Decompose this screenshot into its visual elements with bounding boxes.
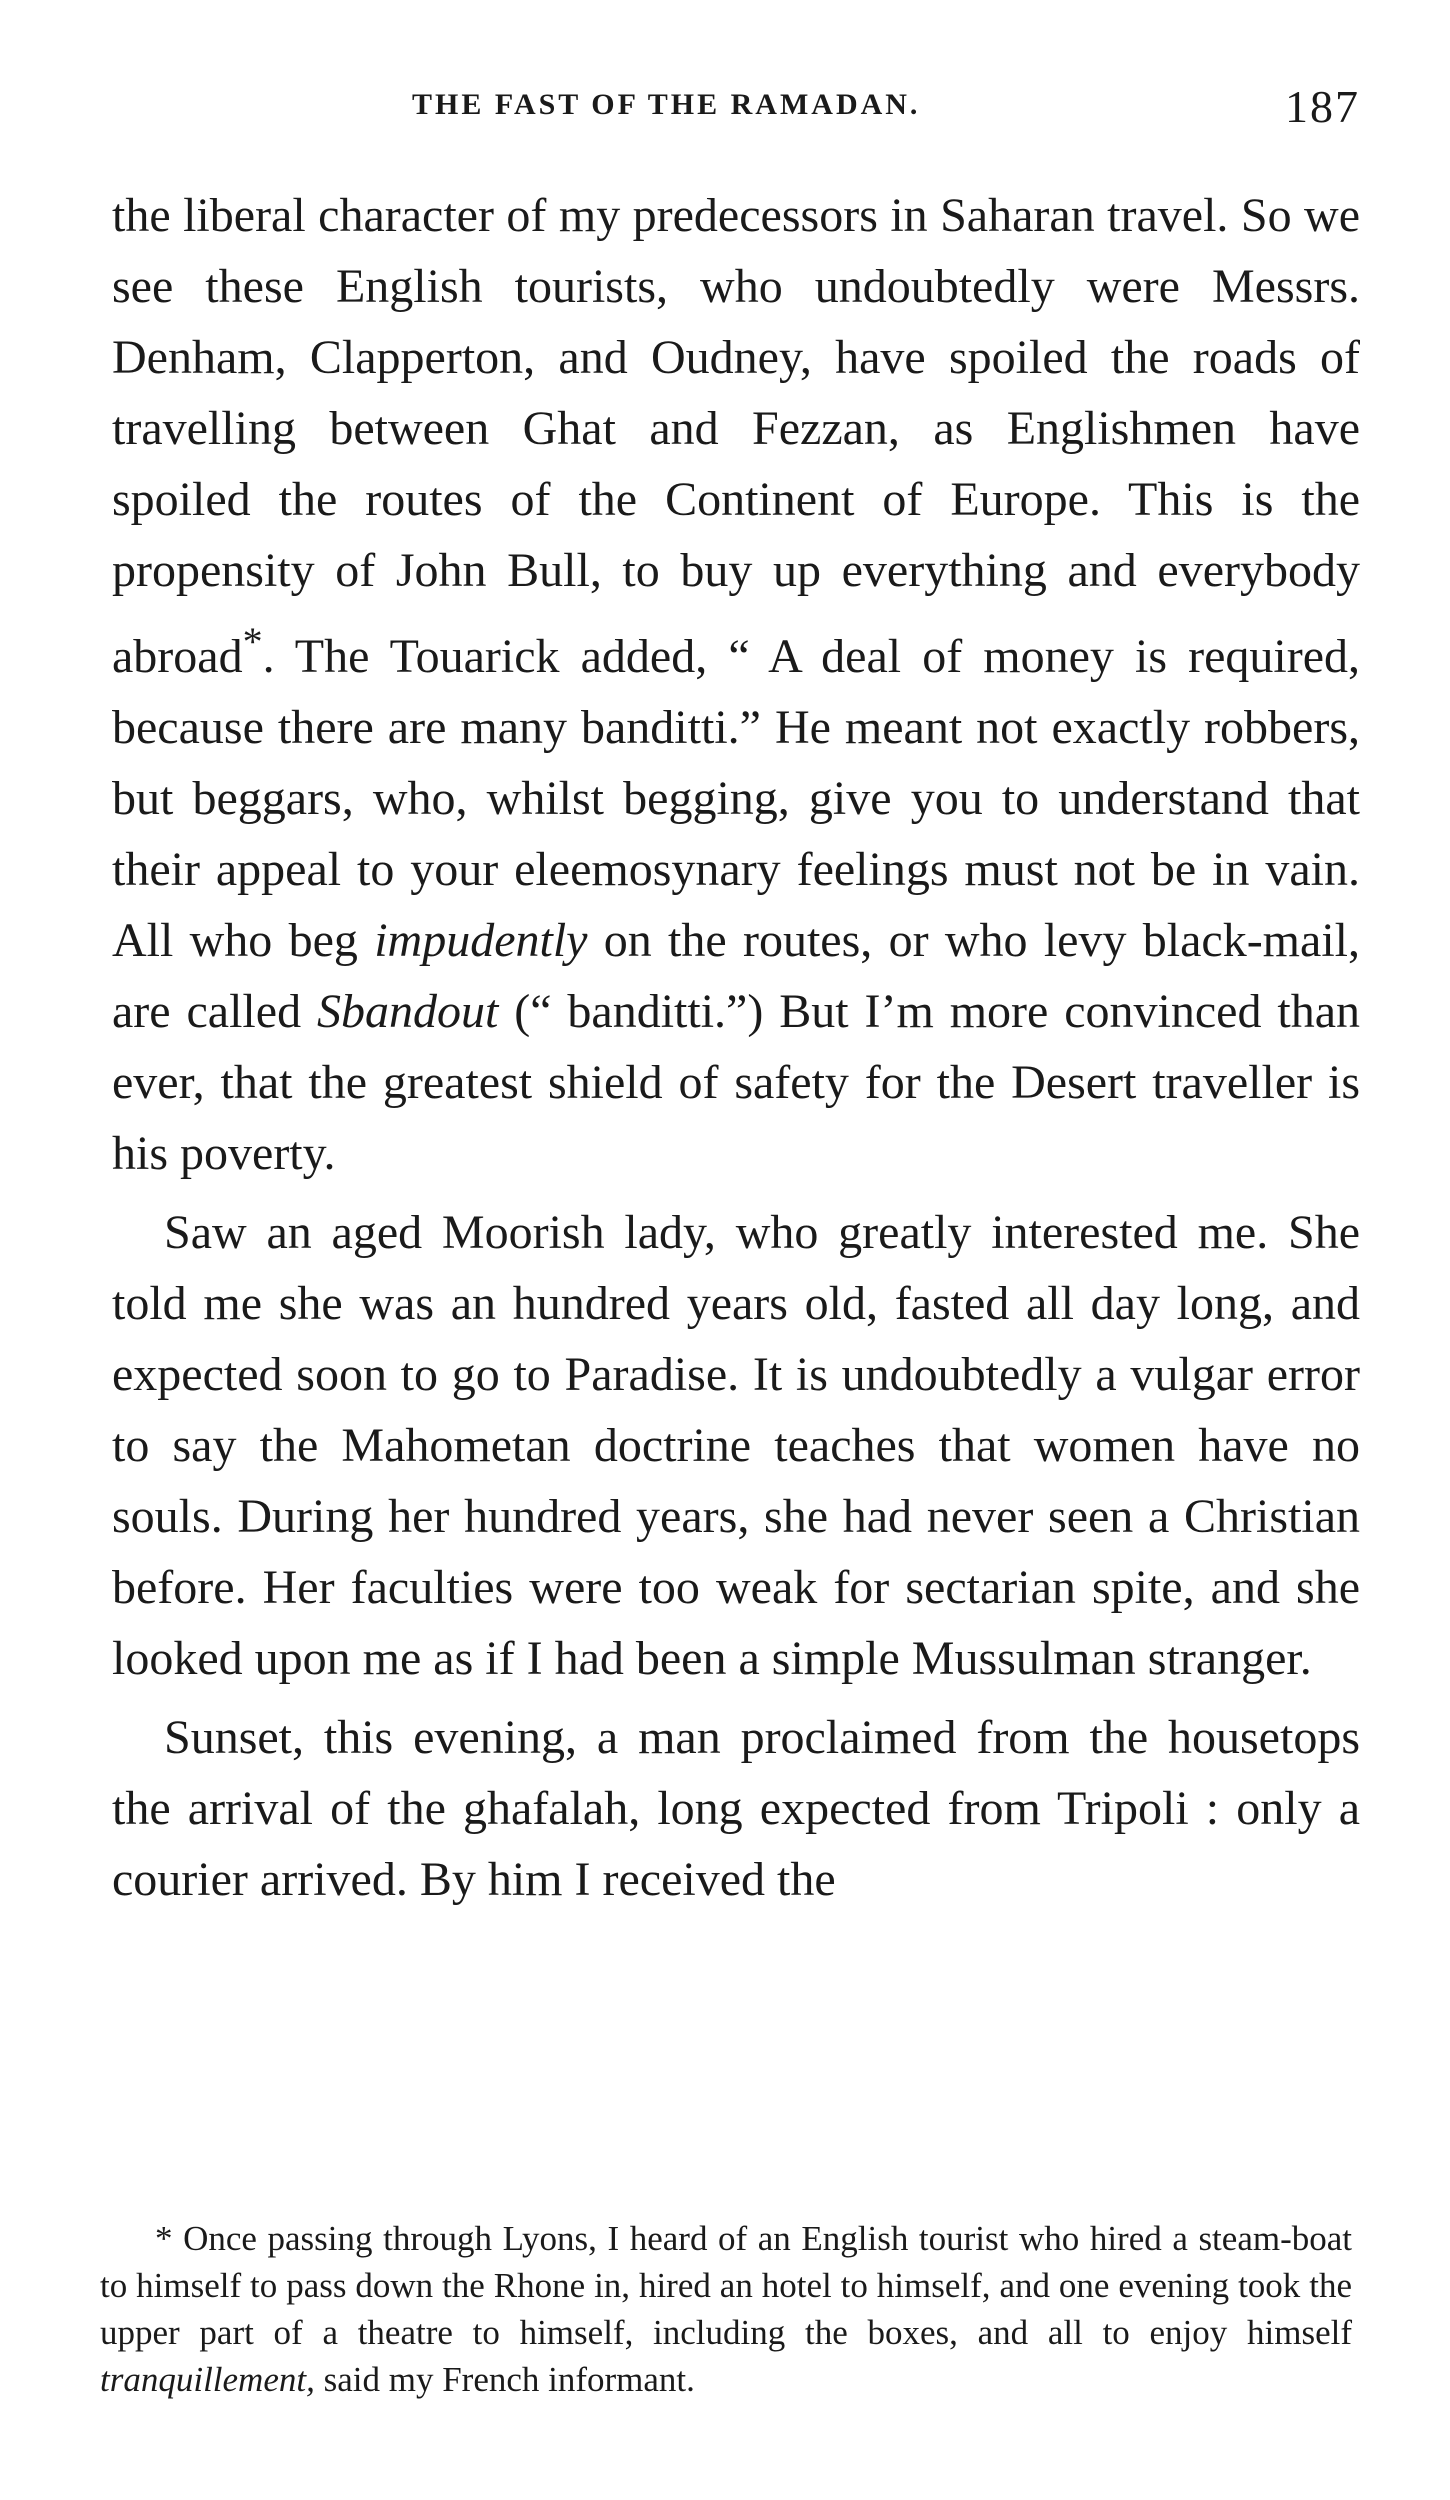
footnote [100,2215,1352,2403]
footnote-text-a: * Once passing through Lyons, I heard of an English tourist who hired a steam-boat to himself to pass down the Rhone in, hired an hotel to himself, and one evening took the upper part of a theatre to himself, including the boxes, and all to enjoy himself [100,2219,1352,2352]
paragraph-1 [112,180,1360,1189]
paragraph-1-text-c: on the routes, or who levy black-mail, are called [112,914,1360,1038]
paragraph-2: Saw an aged Moorish lady, who greatly interested me. She told me she was an hundred years old, fasted all day long, and expected soon to go to Paradise. It is undoubtedly a vulgar error to say the Mahometan doctrine teaches that women have no souls. During her hundred years, she had never seen a Christian before. Her faculties were too weak for sectarian spite, and she looked upon me as if I had been a simple Mussulman stranger. [112,1206,1360,1685]
body-text [112,180,1360,1915]
footnote-text [100,2215,1352,2403]
footnote-italic: tranquillement, [100,2360,315,2399]
running-title: THE FAST OF THE RAMADAN. [412,88,921,121]
paragraph-1-text-b: . The Touarick added, “ A deal of money is required, because there are many banditti.” He meant not exactly robbers, but beggars, who, whilst begging, give you to understand that their appeal to your eleemosynary feelings must not be in vain. All who beg [112,630,1360,967]
footnote-marker: * [242,619,263,664]
italic-impudently: impudently [374,914,588,967]
italic-sbandout: Sbandout [316,985,499,1038]
footnote-text-b: said my French informant. [314,2360,695,2399]
book-page [112,80,1360,1923]
paragraph-3: Sunset, this evening, a man proclaimed from the housetops the arrival of the ghafalah, long expected from Tripoli : only a courier arrived. By him I received the [112,1711,1360,1906]
paragraph-1-text-a: the liberal character of my predecessors in Saharan travel. So we see these English tourists, who undoubtedly were Messrs. Denham, Clapperton, and Oudney, have spoiled the roads of travelling between Ghat and Fezzan, as Englishmen have spoiled the routes of the Continent of Europe. This is the propensity of John Bull, to buy up everything and everybody abroad [112,189,1360,683]
paragraph-1-text-d: (“ banditti.”) But I’m more convinced than ever, that the greatest shield of safety for the Desert traveller is his poverty. [112,985,1360,1180]
running-head [112,80,1360,140]
page-number: 187 [1285,81,1360,132]
